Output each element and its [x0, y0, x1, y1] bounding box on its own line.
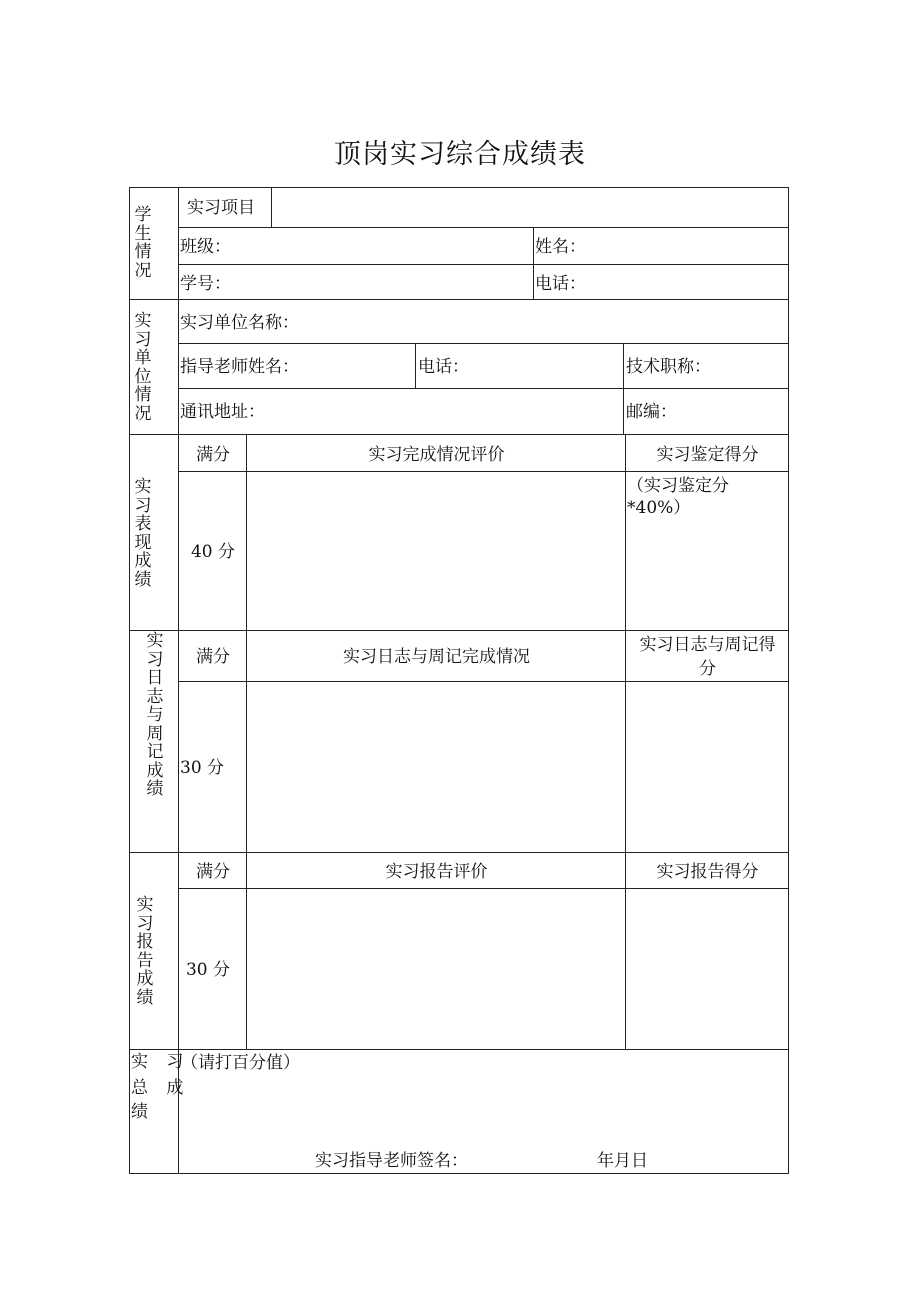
section-label-unit: 实习单位情况	[134, 311, 152, 424]
row-divider	[129, 434, 789, 435]
col-divider	[246, 434, 247, 631]
col-divider	[271, 187, 272, 228]
table-border-right	[788, 187, 789, 1174]
col-divider	[625, 852, 626, 1050]
table-border-left	[129, 187, 130, 1174]
mentor-title-label: 技术职称：	[626, 357, 711, 377]
performance-eval-header: 实习完成情况评价	[368, 445, 505, 465]
row-divider	[178, 343, 789, 344]
section-label-student: 学生情况	[134, 205, 152, 281]
col-divider	[533, 227, 534, 300]
report-eval-field[interactable]	[248, 890, 624, 1048]
total-score-field[interactable]	[181, 1080, 781, 1140]
row-divider	[178, 888, 789, 889]
section-label-divider	[178, 187, 179, 1174]
performance-eval-field[interactable]	[248, 473, 624, 629]
student-id-label: 学号：	[180, 274, 231, 294]
row-divider	[178, 227, 789, 228]
log-full-value: 30 分	[180, 758, 225, 778]
row-divider	[129, 1049, 789, 1050]
report-score-header: 实习报告得分	[656, 862, 759, 882]
col-divider	[623, 343, 624, 435]
table-border-bottom	[129, 1173, 789, 1174]
col-divider	[415, 343, 416, 389]
signature-field[interactable]	[470, 1146, 590, 1170]
row-divider	[129, 299, 789, 300]
report-eval-header: 实习报告评价	[385, 862, 488, 882]
report-full-value: 30 分	[185, 960, 231, 980]
report-full-header: 满分	[196, 862, 230, 882]
performance-note-line1: （实习鉴定分	[627, 476, 729, 496]
col-divider	[625, 434, 626, 631]
col-divider	[625, 630, 626, 853]
table-border-top	[129, 187, 789, 188]
row-divider	[178, 681, 789, 682]
col-divider	[246, 630, 247, 853]
section-label-log: 实习日志与周记成绩	[146, 631, 164, 799]
log-score-header-line1: 实习日志与周记得	[639, 635, 776, 655]
project-label: 实习项目	[187, 198, 255, 218]
signature-label: 实习指导老师签名：	[315, 1151, 468, 1171]
row-divider	[178, 388, 789, 389]
total-label-line1: 实 习	[131, 1052, 184, 1072]
mentor-phone-label: 电话：	[418, 357, 469, 377]
total-label-line3: 绩	[131, 1102, 148, 1122]
performance-score-header: 实习鉴定得分	[656, 445, 759, 465]
row-divider	[129, 630, 789, 631]
log-eval-header: 实习日志与周记完成情况	[343, 647, 530, 667]
col-divider	[246, 852, 247, 1050]
performance-full-header: 满分	[196, 445, 230, 465]
project-field[interactable]	[273, 189, 787, 226]
mentor-name-label: 指导老师姓名：	[180, 357, 299, 377]
unit-name-label: 实习单位名称：	[180, 313, 299, 333]
total-hint: （请打百分值）	[181, 1053, 300, 1073]
class-label: 班级：	[180, 237, 231, 257]
section-label-report: 实习报告成绩	[136, 895, 154, 1008]
row-divider	[178, 264, 789, 265]
postcode-label: 邮编：	[626, 402, 677, 422]
total-label-line2: 总 成	[131, 1078, 184, 1098]
log-full-header: 满分	[196, 647, 230, 667]
page-title: 顶岗实习综合成绩表	[334, 139, 586, 170]
performance-note-line2: *40%）	[627, 498, 691, 518]
student-phone-label: 电话：	[535, 274, 586, 294]
performance-full-value: 40 分	[190, 542, 236, 562]
log-eval-field[interactable]	[248, 683, 624, 851]
section-label-performance: 实习表现成绩	[134, 477, 152, 590]
student-name-label: 姓名：	[535, 237, 586, 257]
date-label: 年月日	[597, 1151, 648, 1171]
row-divider	[178, 471, 789, 472]
address-label: 通讯地址：	[180, 402, 265, 422]
log-score-header-line2: 分	[699, 659, 716, 679]
row-divider	[129, 852, 789, 853]
